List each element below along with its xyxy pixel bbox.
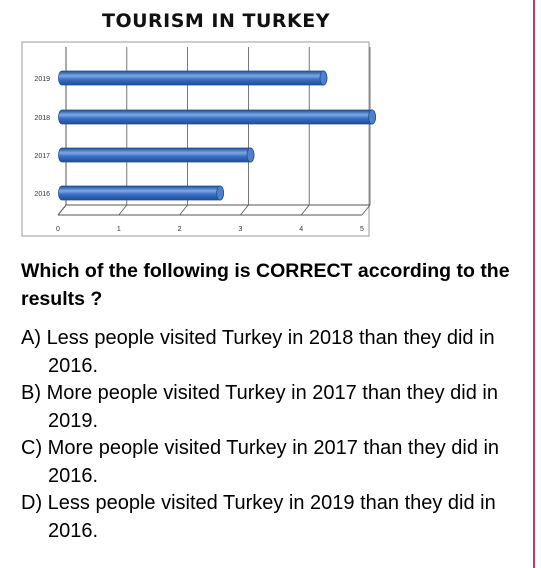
answer-text: Less people visited Turkey in 2019 than they did in 2016.	[47, 492, 496, 542]
x-tick-label: 2	[177, 226, 182, 233]
answer-letter: C)	[21, 437, 43, 459]
bar	[59, 110, 376, 124]
x-tick-label: 1	[116, 226, 121, 233]
question-text: Which of the following is CORRECT according to the results ?	[21, 260, 510, 310]
y-tick-label: 2016	[34, 191, 50, 198]
answer-option-b[interactable]	[21, 380, 531, 435]
floor-gridline	[240, 205, 248, 215]
bar-end-cap	[320, 71, 327, 85]
y-tick-label: 2017	[34, 153, 50, 160]
bar-end-cap	[217, 186, 224, 200]
answer-option-d[interactable]	[21, 490, 531, 545]
y-tick-label: 2019	[34, 76, 50, 83]
answer-option-c[interactable]	[21, 435, 531, 490]
bar-end-cap	[247, 148, 254, 162]
x-tick-label: 4	[299, 226, 304, 233]
x-tick-label: 5	[360, 226, 364, 233]
y-tick-label: 2018	[34, 115, 50, 122]
bar	[59, 71, 327, 85]
floor-gridline	[119, 205, 127, 215]
answer-letter: A)	[21, 327, 41, 349]
answer-text: Less people visited Turkey in 2018 than they did in 2016.	[46, 327, 495, 377]
floor-gridline	[58, 205, 66, 215]
floor-gridline	[180, 205, 188, 215]
answer-text: More people visited Turkey in 2017 than they did in 2016.	[47, 437, 500, 487]
x-tick-label: 3	[238, 226, 243, 233]
x-tick-label: 0	[56, 226, 60, 233]
bar-end-cap	[369, 110, 376, 124]
bar-chart	[0, 0, 541, 250]
chart-title: TOURISM IN TURKEY	[101, 10, 330, 32]
answer-letter: B)	[21, 382, 41, 404]
answer-text: More people visited Turkey in 2017 than they did in 2019.	[46, 382, 498, 432]
floor-gridline	[301, 205, 309, 215]
bar	[59, 186, 224, 200]
answer-option-a[interactable]	[21, 325, 531, 380]
answer-letter: D)	[21, 492, 43, 514]
answer-list	[21, 325, 531, 545]
bar	[59, 148, 254, 162]
